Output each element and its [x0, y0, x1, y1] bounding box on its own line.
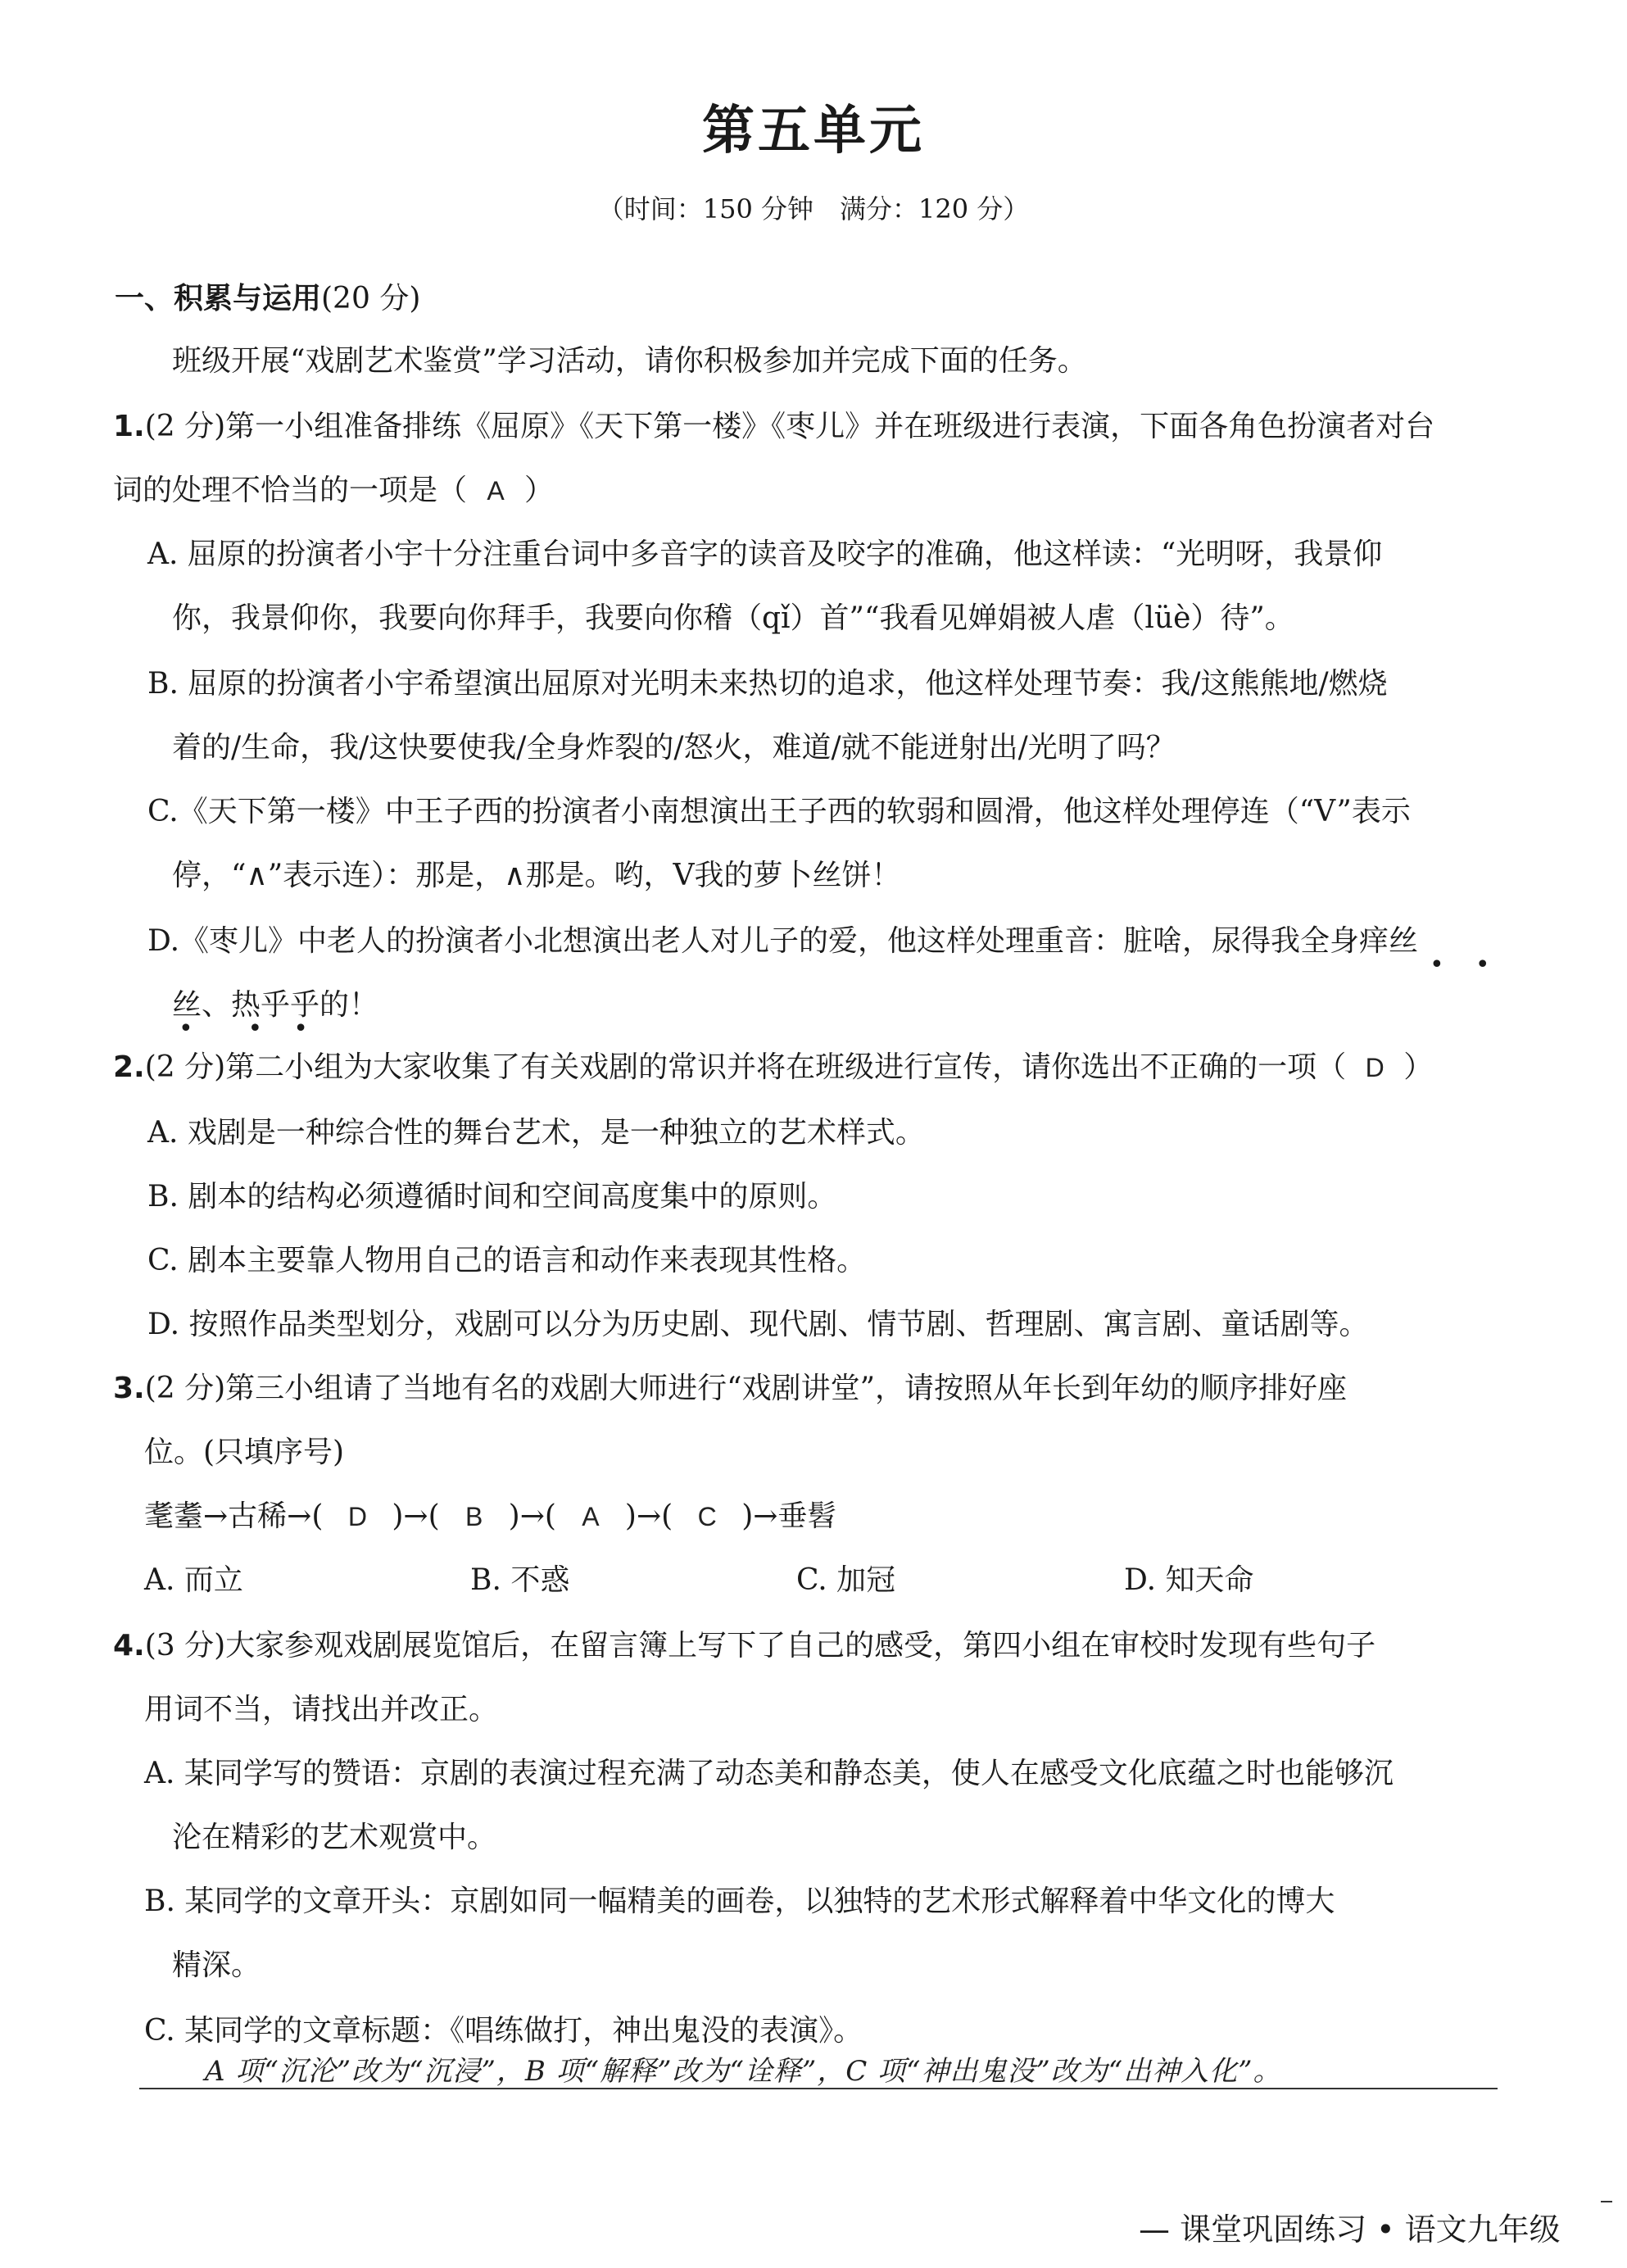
section-intro: 班级开展“戏剧艺术鉴赏”学习活动，请你积极参加并完成下面的任务。 — [172, 344, 1087, 378]
q3-stem-text: (2 分)第三小组请了当地有名的戏剧大师进行“戏剧讲堂”，请按照从年长到年幼的顺序排好座 — [144, 1372, 1347, 1405]
q4-option-b-line1: B. 某同学的文章开头：京剧如同一幅精美的画卷，以独特的艺术形式解释着中华文化的博大 — [144, 1885, 1335, 1918]
q3-answer-4: C — [697, 1502, 717, 1531]
q1-option-c-line2: 停，“∧”表示连）：那是，∧那是。哟，V我的萝卜丝饼！ — [172, 859, 901, 892]
section-title: 一、积累与运用 — [115, 282, 322, 315]
q2-stem-after: ） — [1403, 1050, 1434, 1084]
q3-option-d: D. 知天命 — [1124, 1563, 1254, 1597]
page-title: 第五单元 — [702, 101, 925, 161]
q3-number: 3. — [113, 1372, 145, 1405]
q1-stem-after: ） — [524, 474, 555, 507]
q4-option-b-line2: 精深。 — [172, 1948, 261, 1982]
q3-answer-2: B — [465, 1502, 483, 1531]
q2-stem-before: (2 分)第二小组为大家收集了有关戏剧的常识并将在班级进行宣传，请你选出不正确的一项（ — [144, 1050, 1347, 1084]
q1-option-a-line1: A. 屈原的扮演者小宇十分注重台词中多音字的读音及咬字的准确，他这样读：“光明呀，我景仰 — [147, 538, 1383, 571]
page-footer: — 课堂巩固练习 • 语文九年级 — [1139, 2211, 1561, 2248]
q2-answer: D — [1365, 1053, 1385, 1082]
q1-stem-line1 — [113, 403, 1434, 445]
q4-option-a-line1: A. 某同学写的赞语：京剧的表演过程充满了动态美和静态美，使人在感受文化底蕴之时也能够沉 — [144, 1757, 1394, 1790]
q3-seq-start: 耄耋→古稀→ — [144, 1499, 312, 1533]
exam-meta: （时间：150 分钟 满分：120 分） — [597, 193, 1030, 225]
footer-corner-mark — [1601, 2201, 1612, 2202]
q4-option-a-line2: 沦在精彩的艺术观赏中。 — [172, 1821, 497, 1854]
section-points: (20 分) — [321, 282, 421, 315]
q2-option-b: B. 剧本的结构必须遵循时间和空间高度集中的原则。 — [147, 1180, 837, 1213]
q4-stem-text: (3 分)大家参观戏剧展览馆后，在留言簿上写下了自己的感受，第四小组在审校时发现有些句子 — [144, 1629, 1376, 1662]
answer-underline — [139, 2088, 1498, 2089]
q3-sequence: 耄耋→古稀→( D )→( B )→( A )→( C )→垂髫 — [144, 1499, 837, 1533]
q1-option-b-line1: B. 屈原的扮演者小宇希望演出屈原对光明未来热切的追求，他这样处理节奏：我/这熊熊地/燃烧 — [147, 667, 1388, 701]
q2-option-c: C. 剧本主要靠人物用自己的语言和动作来表现其性格。 — [147, 1244, 867, 1277]
q3-option-a: A. 而立 — [144, 1563, 243, 1597]
q2-stem — [113, 1044, 1433, 1086]
emphasis-dots: • • — [1430, 950, 1490, 979]
handwritten-answer: A 项“沉沦”改为“沉浸”，B 项“解释”改为“诠释”，C 项“神出鬼没”改为“出神入化”。 — [205, 2055, 1282, 2088]
emphasis-dots: • • • — [179, 1014, 308, 1043]
q2-option-d: D. 按照作品类型划分，戏剧可以分为历史剧、现代剧、情节剧、哲理剧、寓言剧、童话剧等。 — [147, 1308, 1369, 1341]
q3-answer-1: D — [347, 1502, 367, 1531]
q1-answer: A — [487, 476, 505, 506]
q3-answer-3: A — [582, 1502, 600, 1531]
q1-stem-text: (2 分)第一小组准备排练《屈原》《天下第一楼》《枣儿》并在班级进行表演，下面各角色扮演者对台 — [144, 410, 1435, 443]
q3-stem-line1 — [113, 1365, 1347, 1407]
q1-option-d-line2: 丝、热乎乎的！ — [172, 988, 379, 1022]
q3-option-c: C. 加冠 — [796, 1563, 896, 1597]
q4-option-c: C. 某同学的文章标题：《唱练做打，神出鬼没的表演》。 — [144, 2014, 863, 2048]
q1-option-b-line2: 着的/生命，我/这快要使我/全身炸裂的/怒火，难道/就不能迸射出/光明了吗？ — [172, 731, 1176, 764]
q1-number: 1. — [113, 410, 145, 443]
section-heading — [115, 275, 420, 317]
q3-seq-end: →垂髫 — [753, 1499, 837, 1533]
q1-option-d-line1: D.《枣儿》中老人的扮演者小北想演出老人对儿子的爱，他这样处理重音：脏啥，尿得我全身痒丝 — [147, 924, 1419, 958]
q2-number: 2. — [113, 1050, 145, 1084]
q1-option-a-line2: 你，我景仰你，我要向你拜手，我要向你稽（qǐ）首”“我看见婵娟被人虐（lüè）待”。 — [172, 601, 1294, 635]
q3-option-b: B. 不惑 — [470, 1563, 570, 1597]
q1-stem-line2 — [113, 467, 554, 509]
q1-stem-before: 词的处理不恰当的一项是（ — [113, 474, 468, 507]
q4-number: 4. — [113, 1629, 145, 1662]
q2-option-a: A. 戏剧是一种综合性的舞台艺术，是一种独立的艺术样式。 — [147, 1116, 925, 1150]
q4-stem-line1 — [113, 1622, 1375, 1664]
q4-stem-line2: 用词不当，请找出并改正。 — [144, 1693, 499, 1726]
q1-option-c-line1: C.《天下第一楼》中王子西的扮演者小南想演出王子西的软弱和圆滑，他这样处理停连（“V”表示 — [147, 795, 1411, 828]
q3-stem-line2: 位。(只填序号) — [144, 1436, 345, 1469]
